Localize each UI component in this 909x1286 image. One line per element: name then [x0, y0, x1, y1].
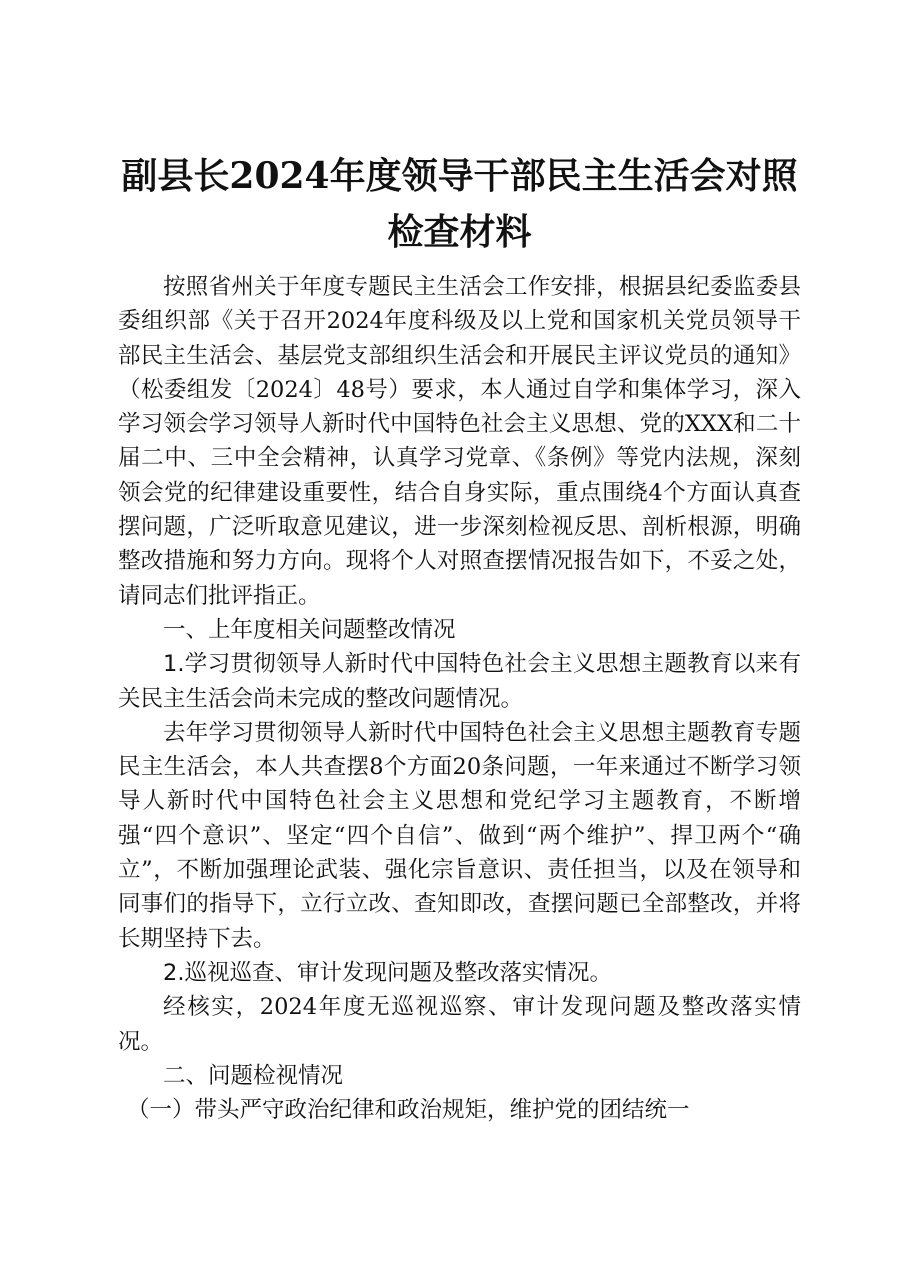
subsection-heading-1: 1.学习贯彻领导人新时代中国特色社会主义思想主题教育以来有关民主生活会尚未完成的整改问题情况。 [118, 651, 801, 712]
section-heading-2: 二、问题检视情况 [163, 1062, 344, 1089]
subsection-heading-2: 2.巡视巡查、审计发现问题及整改落实情况。 [163, 959, 612, 986]
section-heading-1: 一、上年度相关问题整改情况 [163, 616, 456, 643]
intro-paragraph: 按照省州关于年度专题民主生活会工作安排，根据县纪委监委县委组织部《关于召开2024年度科级及以上党和国家机关党员领导干部民主生活会、基层党支部组织生活会和开展民主评议党员的通知》（松委组发〔2024〕48号）要求，本人通过自学和集体学习，深入学习领会学习领导人新时代中国特色社会主义思想、党的XXX和二十届二中、三中全会精神，认真学习党章、《条例》等党内法规，深刻领会党的纪律建设重要性，结合自身实际，重点围绕4个方面认真查摆问题，广泛听取意见建议，进一步深刻检视反思、剖析根源，明确整改措施和努力方向。现将个人对照查摆情况报告如下，不妥之处，请同志们批评指正。 [118, 274, 801, 609]
subsection-1-paragraph: 去年学习贯彻领导人新时代中国特色社会主义思想主题教育专题民主生活会，本人共查摆8个方面20条问题，一年来通过不断学习领导人新时代中国特色社会主义思想和党纪学习主题教育，不断增强“四个意识”、坚定“四个自信”、做到“两个维护”、捍卫两个“确立”，不断加强理论武装、强化宗旨意识、责任担当，以及在领导和同事们的指导下，立行立改、查知即改，查摆问题已全部整改，并将长期坚持下去。 [118, 719, 801, 952]
subsection-2-paragraph: 经核实，2024年度无巡视巡察、审计发现问题及整改落实情况。 [118, 994, 801, 1055]
subsection-heading-paren-1: （一）带头严守政治纪律和政治规矩，维护党的团结统一 [127, 1097, 690, 1124]
document-title: 副县长2024年度领导干部民主生活会对照检查材料 [121, 155, 798, 253]
